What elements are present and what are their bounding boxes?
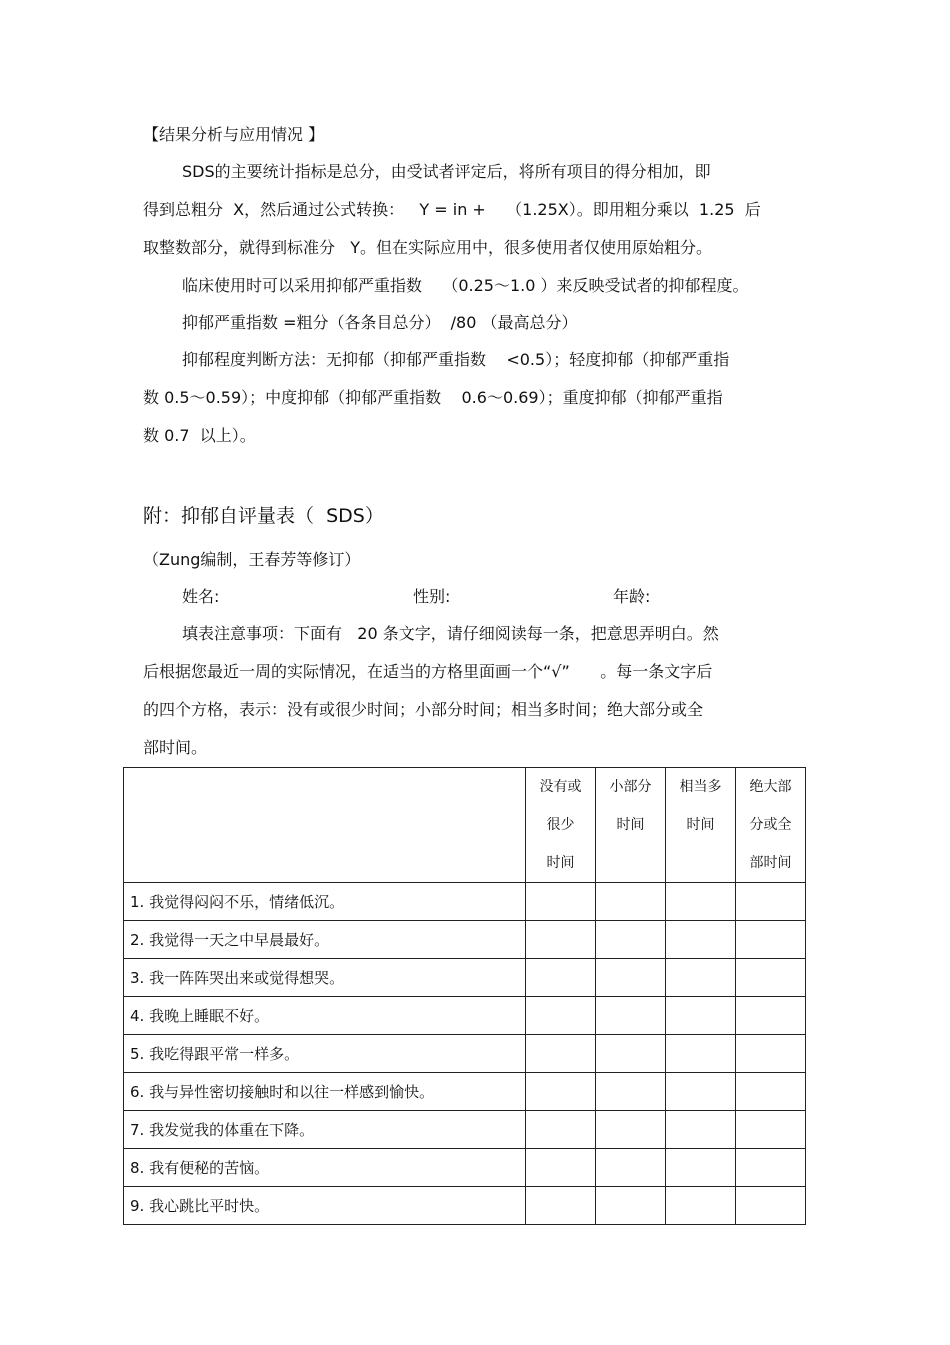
results-line-4: 临床使用时可以采用抑郁严重指数 （0.25～1.0 ）来反映受试者的抑郁程度。 [182,276,749,295]
item-text: 2. 我觉得一天之中早晨最好。 [124,921,526,959]
table-row [124,959,806,997]
checkbox-cell-rarely[interactable] [526,883,596,921]
table-header-row [124,768,806,883]
checkbox-cell-mostly[interactable] [736,997,806,1035]
checkbox-cell-often[interactable] [666,997,736,1035]
age-label: 年龄: [613,587,651,606]
checkbox-cell-mostly[interactable] [736,1149,806,1187]
checkbox-cell-often[interactable] [666,1187,736,1225]
appendix-title: 附：抑郁自评量表（ SDS） [143,505,384,527]
instructions-line-2: 后根据您最近一周的实际情况，在适当的方格里面画一个“√” 。每一条文字后 [143,662,713,681]
item-text: 5. 我吃得跟平常一样多。 [124,1035,526,1073]
table-row [124,1187,806,1225]
item-text: 8. 我有便秘的苦恼。 [124,1149,526,1187]
header-item-blank [124,768,526,883]
instructions-line-1: 填表注意事项：下面有 20 条文字，请仔细阅读每一条，把意思弄明白。然 [182,624,719,643]
results-line-3: 取整数部分，就得到标准分 Y。但在实际应用中，很多使用者仅使用原始粗分。 [143,238,713,257]
checkbox-cell-sometimes[interactable] [596,883,666,921]
table-row [124,1111,806,1149]
checkbox-cell-rarely[interactable] [526,921,596,959]
results-line-2: 得到总粗分 X，然后通过公式转换： Y = in + （1.25X）。即用粗分乘以 1.25 后 [143,200,761,219]
table-row [124,921,806,959]
checkbox-cell-mostly[interactable] [736,1111,806,1149]
checkbox-cell-sometimes[interactable] [596,1035,666,1073]
checkbox-cell-mostly[interactable] [736,959,806,997]
results-line-7: 数 0.5～0.59）；中度抑郁（抑郁严重指数 0.6～0.69）；重度抑郁（抑郁严重指 [143,388,723,407]
checkbox-cell-rarely[interactable] [526,959,596,997]
item-text: 3. 我一阵阵哭出来或觉得想哭。 [124,959,526,997]
checkbox-cell-often[interactable] [666,1111,736,1149]
header-sometimes: 小部分 时间 [596,768,666,883]
item-text: 4. 我晚上睡眠不好。 [124,997,526,1035]
item-text: 6. 我与异性密切接触时和以往一样感到愉快。 [124,1073,526,1111]
table-row [124,997,806,1035]
item-text: 1. 我觉得闷闷不乐，情绪低沉。 [124,883,526,921]
checkbox-cell-rarely[interactable] [526,1187,596,1225]
checkbox-cell-mostly[interactable] [736,1187,806,1225]
checkbox-cell-sometimes[interactable] [596,1111,666,1149]
item-text: 9. 我心跳比平时快。 [124,1187,526,1225]
checkbox-cell-rarely[interactable] [526,1035,596,1073]
checkbox-cell-often[interactable] [666,1073,736,1111]
checkbox-cell-rarely[interactable] [526,1073,596,1111]
checkbox-cell-mostly[interactable] [736,921,806,959]
checkbox-cell-mostly[interactable] [736,1035,806,1073]
results-line-6: 抑郁程度判断方法：无抑郁（抑郁严重指数 <0.5）；轻度抑郁（抑郁严重指 [182,350,730,369]
checkbox-cell-sometimes[interactable] [596,1073,666,1111]
header-mostly: 绝大部 分或全 部时间 [736,768,806,883]
checkbox-cell-sometimes[interactable] [596,959,666,997]
checkbox-cell-rarely[interactable] [526,1149,596,1187]
checkbox-cell-mostly[interactable] [736,883,806,921]
checkbox-cell-often[interactable] [666,959,736,997]
results-line-1: SDS的主要统计指标是总分，由受试者评定后，将所有项目的得分相加，即 [182,162,711,181]
results-heading: 【结果分析与应用情况 】 [143,125,325,144]
checkbox-cell-sometimes[interactable] [596,997,666,1035]
results-line-5: 抑郁严重指数 =粗分（各条目总分） /80 （最高总分） [182,313,578,332]
checkbox-cell-rarely[interactable] [526,997,596,1035]
appendix-subtitle: （Zung编制，王春芳等修订） [143,550,361,569]
checkbox-cell-often[interactable] [666,1149,736,1187]
table-row [124,1035,806,1073]
sds-table [123,767,806,1225]
checkbox-cell-often[interactable] [666,1035,736,1073]
name-label: 姓名: [182,587,220,606]
gender-label: 性别: [413,587,451,606]
checkbox-cell-rarely[interactable] [526,1111,596,1149]
table-row [124,883,806,921]
table-row [124,1073,806,1111]
checkbox-cell-sometimes[interactable] [596,1187,666,1225]
header-often: 相当多 时间 [666,768,736,883]
header-rarely: 没有或 很少 时间 [526,768,596,883]
checkbox-cell-often[interactable] [666,921,736,959]
instructions-line-3: 的四个方格，表示：没有或很少时间；小部分时间；相当多时间；绝大部分或全 [143,700,704,719]
checkbox-cell-sometimes[interactable] [596,921,666,959]
results-line-8: 数 0.7 以上）。 [143,426,256,445]
table-row [124,1149,806,1187]
checkbox-cell-mostly[interactable] [736,1073,806,1111]
item-text: 7. 我发觉我的体重在下降。 [124,1111,526,1149]
instructions-line-4: 部时间。 [143,738,208,757]
checkbox-cell-sometimes[interactable] [596,1149,666,1187]
checkbox-cell-often[interactable] [666,883,736,921]
